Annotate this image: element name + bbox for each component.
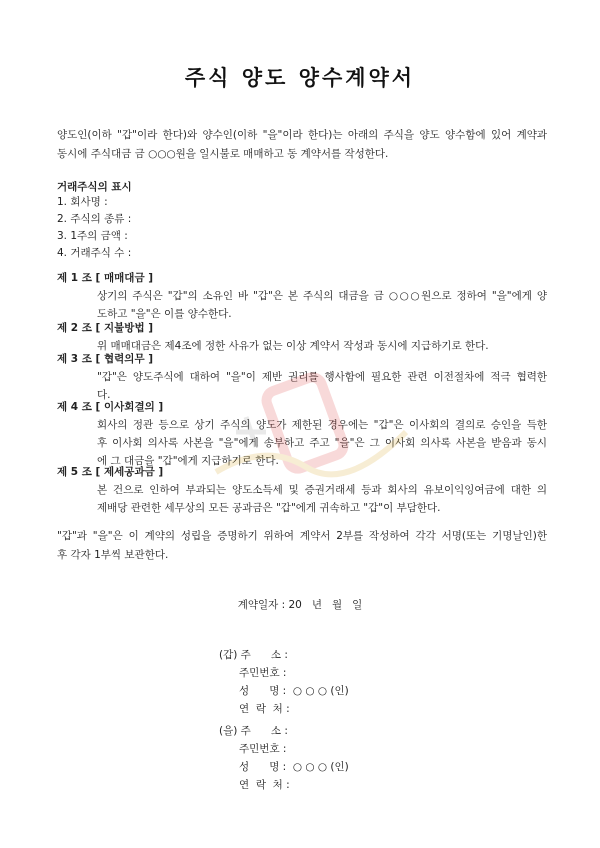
closing-line: "갑"과 "을"은 이 계약의 성립을 증명하기 위하여 계약서 2부를 작성하여 각각 서명(또는 기명날인)한 (57, 530, 547, 542)
article-line: 도하고 "을"은 이를 양수한다. (97, 308, 232, 320)
article-2 (57, 320, 547, 355)
article-line: 본 건으로 인하여 부과되는 양도소득세 및 증권거래세 등과 회사의 유보이익잉여금에 대한 의 (97, 484, 547, 496)
article-line: 다. (97, 389, 111, 401)
party-b-contact: 연 락 처 : (219, 779, 290, 791)
party-a-contact: 연 락 처 : (219, 703, 290, 715)
stock-item: 3. 1주의 금액 : (57, 230, 128, 242)
stock-item: 1. 회사명 : (57, 196, 108, 208)
article-heading: 제 1 조 [ 매매대금 ] (57, 272, 154, 284)
closing-line: 후 각자 1부씩 보관한다. (57, 549, 169, 561)
party-a-address: (갑) 주 소 : (219, 649, 288, 661)
intro-line: 동시에 주식대금 금 ○○○원을 일시불로 매매하고 동 계약서를 작성한다. (57, 148, 389, 160)
article-heading: 제 4 조 [ 이사회결의 ] (57, 401, 164, 413)
article-line: "갑"은 양도주식에 대하여 "을"이 제반 권리를 행사함에 필요한 관련 이전절차에 적극 협력한 (97, 371, 547, 383)
article-1 (57, 270, 547, 323)
article-heading: 제 2 조 [ 지불방법 ] (57, 322, 154, 334)
party-a-block (219, 646, 349, 718)
article-body (97, 287, 547, 323)
contract-date: 계약일자 : 20 년 월 일 (237, 599, 363, 611)
article-line: 회사의 정관 등으로 상기 주식의 양도가 제한된 경우에는 "갑"은 이사회의 결의로 승인을 득한 (97, 419, 547, 431)
party-a-name: 성 명 : ○ ○ ○ (인) (219, 685, 349, 697)
watermark-logo (206, 372, 411, 492)
intro-line: 양도인(이하 "갑"이라 한다)와 양수인(이하 "을"이라 한다)는 아래의 주식을 양도 양수함에 있어 계약과 (57, 129, 547, 141)
closing-paragraph (57, 527, 547, 565)
article-line: 상기의 주식은 "갑"의 소유인 바 "갑"은 본 주식의 대금을 금 ○○○원으로 정하여 "을"에게 양 (97, 290, 547, 302)
article-heading: 제 5 조 [ 제세공과금 ] (57, 466, 164, 478)
stock-item: 2. 주식의 종류 : (57, 213, 132, 225)
party-b-block (219, 722, 349, 794)
article-line: 후 이사회 의사록 사본을 "을"에게 송부하고 주고 "을"은 그 이사회 의사록 사본을 받음과 동시 (97, 437, 547, 449)
article-heading: 제 3 조 [ 협력의무 ] (57, 353, 154, 365)
party-b-address: (을) 주 소 : (219, 725, 288, 737)
party-b-id-number: 주민번호 : (219, 743, 287, 755)
party-a-id-number: 주민번호 : (219, 667, 287, 679)
intro-paragraph (57, 126, 547, 164)
party-b-name: 성 명 : ○ ○ ○ (인) (219, 761, 349, 773)
article-line: 에 그 대금을 "갑"에게 지급하기로 한다. (97, 455, 279, 467)
article-line: 위 매매대금은 제4조에 정한 사유가 없는 이상 계약서 작성과 동시에 지급하기로 한다. (97, 340, 489, 352)
stock-item: 4. 거래주식 수 : (57, 247, 132, 259)
stock-section-heading: 거래주식의 표시 (57, 181, 132, 193)
article-line: 제배당 관련한 세무상의 모든 공과금은 "갑"에게 귀속하고 "갑"이 부담한다. (97, 502, 441, 514)
stock-items-list (57, 194, 131, 262)
page-title: 주식 양도 양수계약서 (184, 66, 416, 90)
